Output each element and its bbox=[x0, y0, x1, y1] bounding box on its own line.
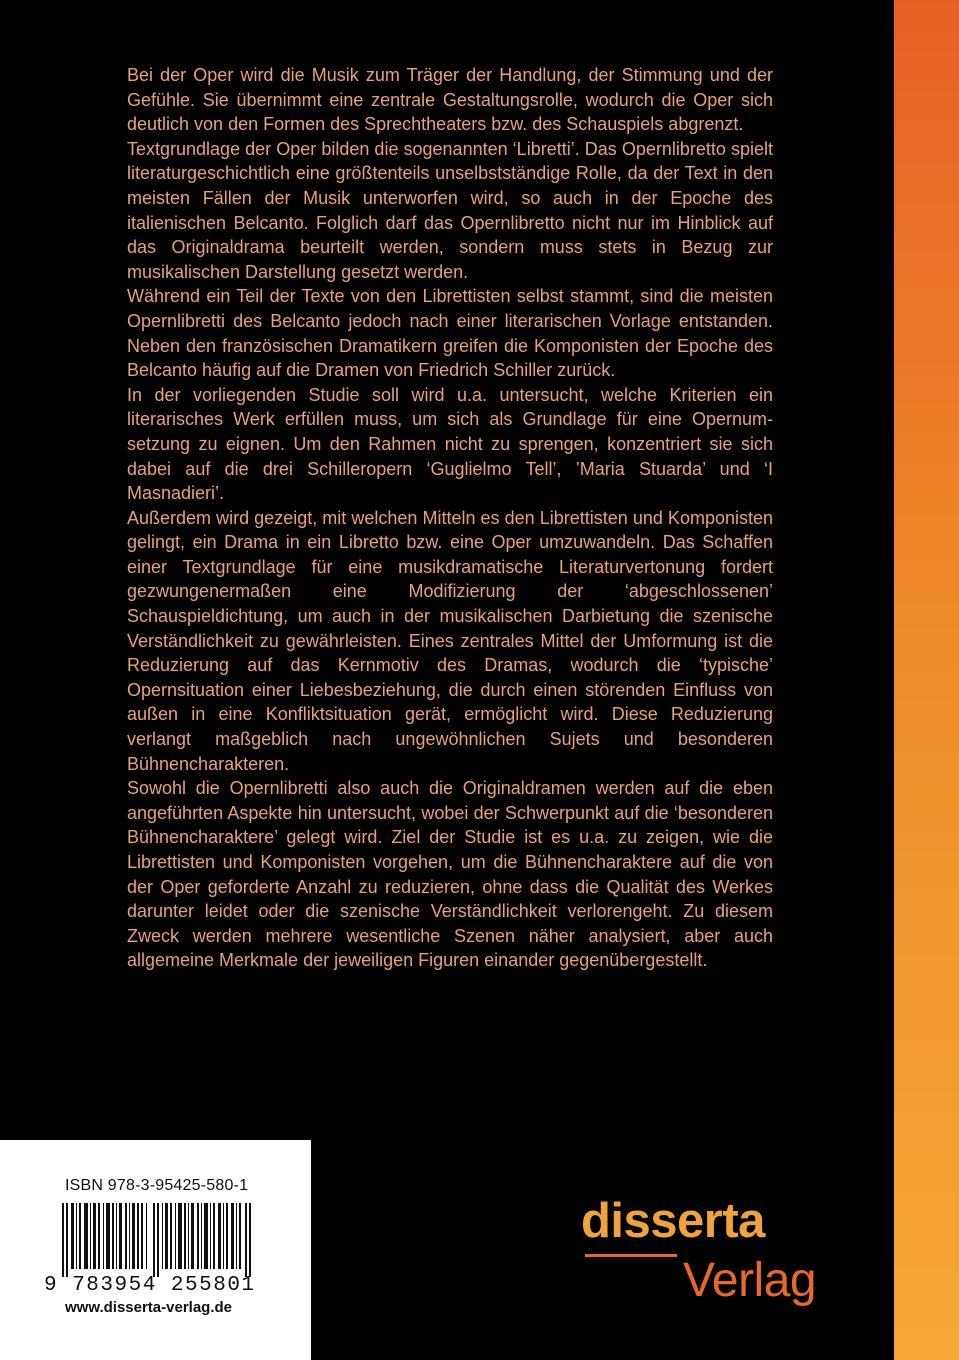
logo-disserta: disserta bbox=[581, 1194, 765, 1248]
barcode-icon bbox=[62, 1203, 252, 1277]
paragraph-3: Während ein Teil der Texte von den Librettisten selbst stammt, sind die meisten Opernlibretti des Belcanto jedoch nach einer literarischen Vorlage entstanden. Neben den französischen Dramatikern greifen die Komponisten der Epoche des Belcanto häufig auf die Dramen von Friedrich Schiller zurück. bbox=[127, 286, 773, 381]
back-cover-text bbox=[127, 63, 773, 973]
paragraph-5: Außerdem wird gezeigt, mit welchen Mitteln es den Librettisten und Komponisten gelingt, ein Drama in ein Libretto bzw. eine Oper umzuwandeln. Das Schaffen einer Textgrundlage für eine musikdramatische Literaturvertonung fordert gezwungenermaßen eine Modifizierung der ‘abgeschlossenen’ Schauspieldichtung, um auch in der musikalischen Darbietung die szenische Verständlichkeit zu gewährleisten. Eines zentrales Mittel der Umformung ist die Reduzierung auf das Kernmotiv des Dramas, wodurch die ‘typische’ Opernsituation einer Liebesbeziehung, die durch einen störenden Einfluss von außen in eine Konfliktsituation gerät, ermöglicht wird. Diese Reduzierung verlangt maßgeblich nach ungewöhnlichen Sujets und besonderen Bühnencharakteren. bbox=[127, 507, 773, 774]
isbn-label: ISBN 978-3-95425-580-1 bbox=[65, 1177, 249, 1194]
paragraph-2: Textgrundlage der Oper bilden die sogenannten ‘Libretti’. Das Opernlibretto spielt literaturgeschichtlich eine größtenteils unselbstständige Rolle, da der Text in den meisten Fällen der Musik unterworfen wird, so auch in der Epoche des italienischen Belcanto. Folglich darf das Opernlibretto nicht nur im Hinblick auf das Originaldrama beurteilt werden, sondern muss stets in Bezug zur musikalischen Darstellung gesetzt werden. bbox=[127, 138, 773, 282]
barcode-digits: 9 783954 255801 bbox=[44, 1274, 256, 1297]
isbn-barcode-box bbox=[0, 1140, 311, 1360]
paragraph-1: Bei der Oper wird die Musik zum Träger der Handlung, der Stimmung und der Gefühle. Sie übernimmt eine zentrale Gestaltungsrolle, wodurch die Oper sich deutlich von den Formen des Sprechtheaters bzw. des Schauspiels abgrenzt. bbox=[127, 65, 773, 135]
publisher-website: www.disserta-verlag.de bbox=[65, 1299, 233, 1316]
orange-side-band bbox=[894, 0, 959, 1360]
paragraph-4: In der vorliegenden Studie soll wird u.a. untersucht, welche Kriterien ein literarisches Werk erfüllen muss, um sich als Grundlage für eine Opernumsetzung zu eignen. Um den Rahmen nicht zu sprengen, konzentriert sie sich dabei auf die drei Schilleropern ‘Guglielmo Tell’, ’Maria Stuarda’ und ‘I Masnadieri’. bbox=[127, 384, 773, 504]
logo-underline bbox=[585, 1254, 677, 1257]
paragraph-6: Sowohl die Opernlibretti also auch die Originaldramen werden auf die eben angeführten Aspekte hin untersucht, wobei der Schwerpunkt auf die ‘besonderen Bühnencharaktere’ gelegt wird. Ziel der Studie ist es u.a. zu zeigen, wie die Librettisten und Komponisten vorgehen, um die Bühnencharaktere auf die von der Oper geforderte Anzahl zu reduzieren, ohne dass die Qualität des Werkes darunter leidet oder die szenische Verständlichkeit verlorengeht. Zu diesem Zweck werden mehrere wesentliche Szenen näher analysiert, aber auch allgemeine Merkmale der jeweiligen Figuren einander gegenübergestellt. bbox=[127, 778, 773, 971]
logo-verlag: Verlag bbox=[683, 1254, 817, 1307]
